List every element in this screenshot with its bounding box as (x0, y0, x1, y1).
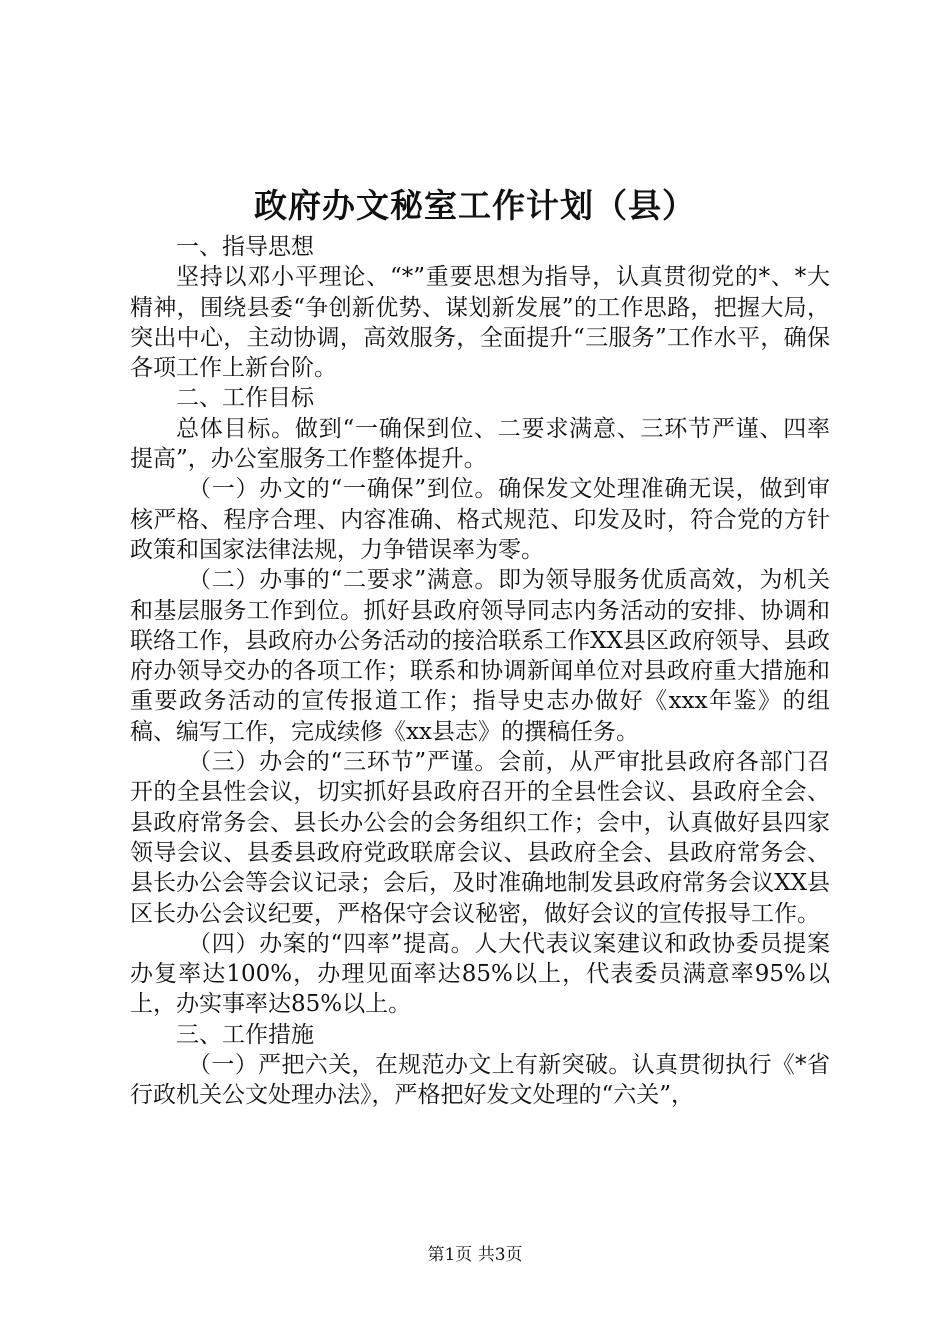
document-title: 政府办文秘室工作计划（县） (254, 186, 696, 225)
paragraph-goal-case-handling: （四）办案的“四率”提高。人大代表议案建议和政协委员提案办复率达100%，办理见面率达85%以上，代表委员满意率95%以上，办实事率达85%以上。 (130, 930, 830, 1018)
heading-work-goals: 二、工作目标 (176, 385, 314, 412)
paragraph-measure-six-checks: （一）严把六关，在规范办文上有新突破。认真贯彻执行《*省行政机关公文处理办法》，严格把好发文处理的“六关”， (130, 1052, 830, 1109)
document-body (130, 232, 830, 1111)
paragraph-goal-meeting-handling: （三）办会的“三环节”严谨。会前，从严审批县政府各部门召开的全县性会议，切实抓好县政府召开的全县性会议、县政府全会、县政府常务会、县长办公会的会务组织工作；会中，认真做好县四家领导会议、县委县政府党政联席会议、县政府全会、县政府常务会、县长办公会等会议记录；会后，及时准确地制发县政府常务会议XX县区长办公会议纪要，严格保守会议秘密，做好会议的宣传报导工作。 (130, 749, 830, 927)
page-footer: 第1页 共3页 (427, 1245, 523, 1265)
paragraph-overall-goal: 总体目标。做到“一确保到位、二要求满意、三环节严谨、四率提高”，办公室服务工作整体提升。 (130, 415, 830, 473)
heading-work-measures: 三、工作措施 (176, 1021, 314, 1048)
heading-guiding-ideology: 一、指导思想 (176, 234, 314, 260)
paragraph-goal-document-handling: （一）办文的“一确保”到位。确保发文处理准确无误，做到审核严格、程序合理、内容准确、格式规范、印发及时，符合党的方针政策和国家法律法规，力争错误率为零。 (130, 476, 830, 563)
paragraph-guiding-ideology: 坚持以邓小平理论、“*”重要思想为指导，认真贯彻党的*、*大精神，围绕县委“争创新优势、谋划新发展”的工作思路，把握大局，突出中心，主动协调，高效服务，全面提升“三服务”工作水平，确保各项工作上新台阶。 (130, 264, 830, 382)
paragraph-goal-affairs-handling: （二）办事的“二要求”满意。即为领导服务优质高效，为机关和基层服务工作到位。抓好县政府领导同志内务活动的安排、协调和联络工作，县政府办公务活动的接洽联系工作XX县区政府领导、县政府办领导交办的各项工作；联系和协调新闻单位对县政府重大措施和重要政务活动的宣传报道工作；指导史志办做好《xxx年鉴》的组稿、编写工作，完成续修《xx县志》的撰稿任务。 (130, 567, 830, 745)
